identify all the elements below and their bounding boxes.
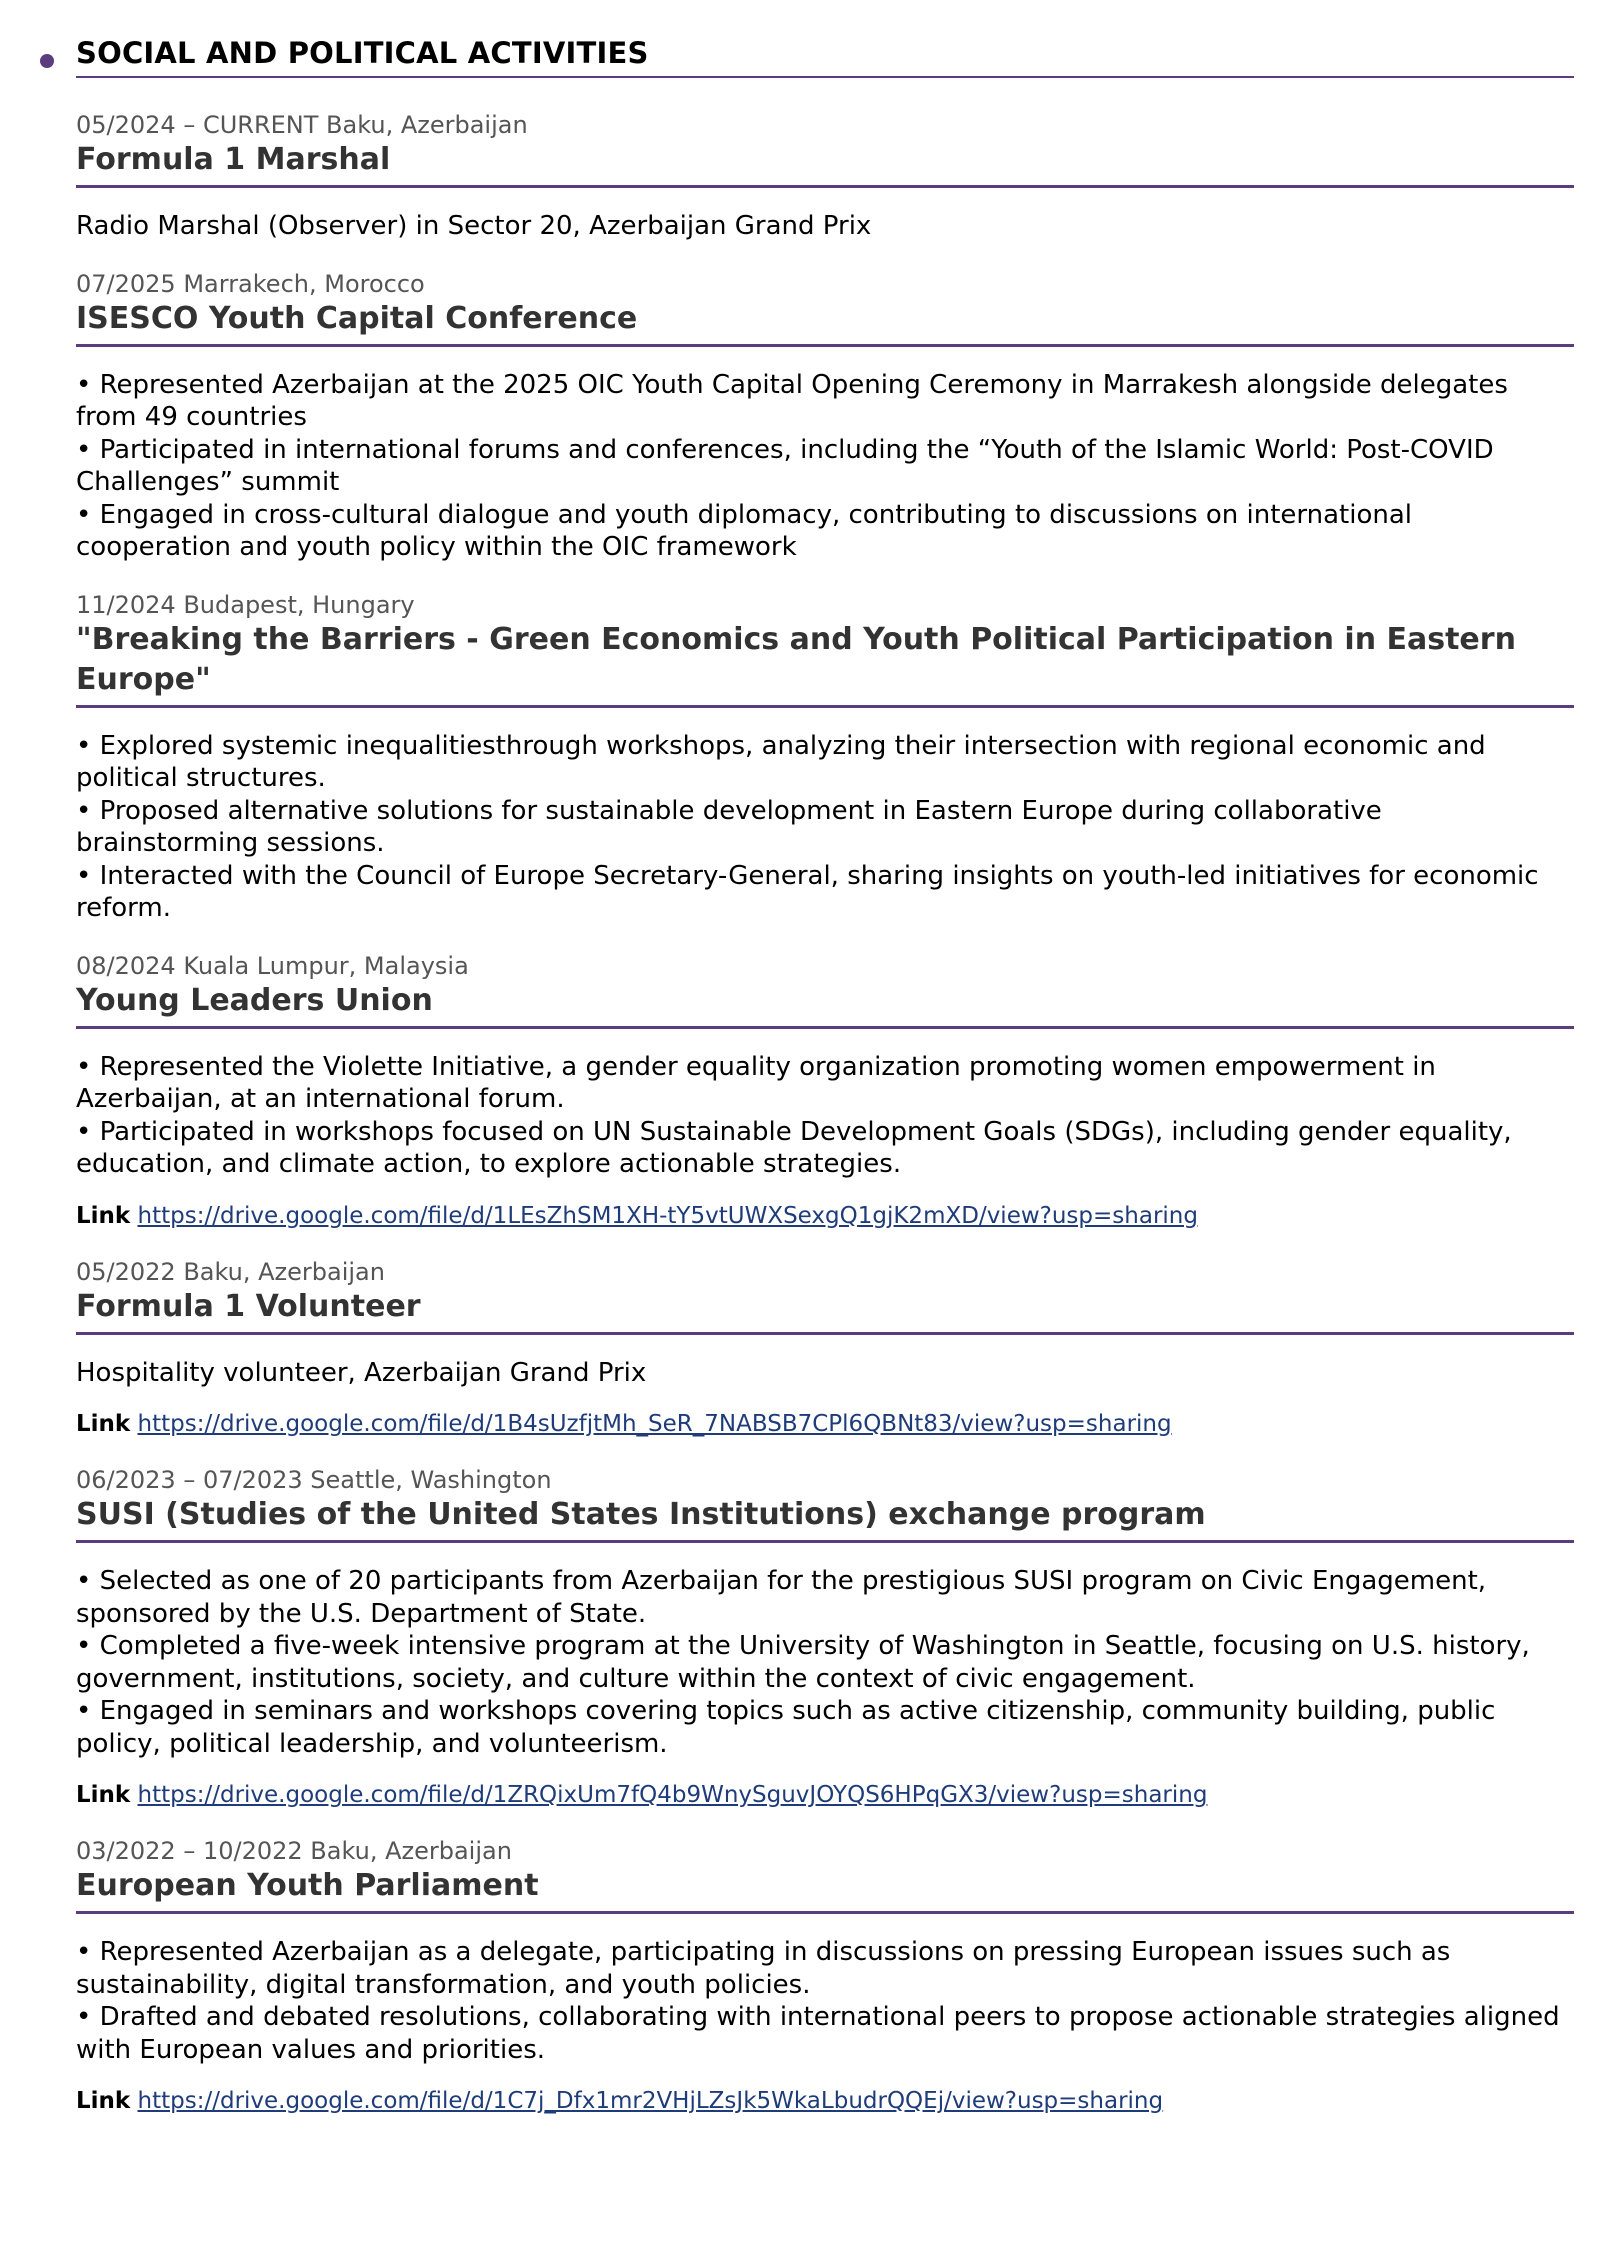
link-row (76, 1409, 1574, 1439)
description-line: • Interacted with the Council of Europe Secretary-General, sharing insights on youth-led initiatives for economic (76, 860, 1539, 891)
entry-date-location: 05/2022 Baku, Azerbaijan (76, 1257, 385, 1286)
description-line: • Explored systemic inequalitiesthrough workshops, analyzing their intersection with regional economic and (76, 730, 1486, 761)
entry-title: SUSI (Studies of the United States Institutions) exchange program (76, 1495, 1574, 1543)
description-line: cooperation and youth policy within the OIC framework (76, 532, 797, 562)
description-line: sustainability, digital transformation, and youth policies. (76, 1969, 811, 2000)
description-line: from 49 countries (76, 402, 307, 432)
entry-date-location: 11/2024 Budapest, Hungary (76, 590, 415, 619)
description-line: • Represented the Violette Initiative, a gender equality organization promoting women empowerment in (76, 1051, 1436, 1082)
link-label: Link (76, 1782, 131, 1808)
description-line: policy, political leadership, and volunteerism. (76, 1728, 668, 1759)
description-line: • Completed a five-week intensive program at the University of Washington in Seattle, focusing on U.S. history, (76, 1631, 1530, 1661)
entries-list (76, 110, 1574, 2116)
drive-link[interactable]: https://drive.google.com/file/d/1LEsZhSM1XH-tY5vtUWXSexgQ1gjK2mXD/view?usp=sharing (137, 1202, 1198, 1229)
entry-date-location: 03/2022 – 10/2022 Baku, Azerbaijan (76, 1837, 512, 1865)
activity-entry (76, 1257, 1574, 1440)
link-row (76, 2086, 1574, 2116)
entry-title: ISESCO Youth Capital Conference (76, 299, 1574, 347)
description-line: Azerbaijan, at an international forum. (76, 1084, 565, 1114)
description-line: Challenges” summit (76, 467, 340, 497)
activity-entry (76, 590, 1574, 925)
entry-date-location: 08/2024 Kuala Lumpur, Malaysia (76, 951, 469, 980)
drive-link[interactable]: https://drive.google.com/file/d/1ZRQixUm7fQ4b9WnySguvJOYQS6HPqGX3/view?usp=sharing (137, 1782, 1208, 1808)
description-line: • Engaged in cross-cultural dialogue and youth diplomacy, contributing to discussions on international (76, 499, 1413, 530)
description-line: Radio Marshal (Observer) in Sector 20, Azerbaijan Grand Prix (76, 211, 872, 241)
link-label: Link (76, 1411, 131, 1437)
description-line: • Participated in workshops focused on UN Sustainable Development Goals (SDGs), including gender equality, (76, 1116, 1512, 1147)
drive-link[interactable]: https://drive.google.com/file/d/1B4sUzfjtMh_SeR_7NABSB7CPl6QBNt83/view?usp=sharing (137, 1411, 1172, 1437)
activity-entry (76, 269, 1574, 564)
section-title: SOCIAL AND POLITICAL ACTIVITIES (76, 30, 1574, 78)
drive-link[interactable]: https://drive.google.com/file/d/1C7j_Dfx1mr2VHjLZsJk5WkaLbudrQQEj/view?usp=sharing (137, 2088, 1164, 2114)
description-line: • Selected as one of 20 participants from Azerbaijan for the prestigious SUSI program on Civic Engagement, (76, 1566, 1487, 1596)
description-line: • Represented Azerbaijan at the 2025 OIC Youth Capital Opening Ceremony in Marrakesh alongside delegates (76, 369, 1508, 400)
entry-description (76, 1936, 1574, 2066)
link-row (76, 1780, 1574, 1810)
entry-description (76, 730, 1574, 925)
entry-description (76, 1565, 1574, 1760)
description-line: • Proposed alternative solutions for sustainable development in Eastern Europe during collaborative (76, 795, 1382, 826)
entry-date-location: 07/2025 Marrakech, Morocco (76, 269, 425, 298)
description-line: • Drafted and debated resolutions, collaborating with international peers to propose actionable strategies aligned (76, 2002, 1560, 2032)
description-line: education, and climate action, to explore actionable strategies. (76, 1149, 902, 1179)
entry-title: European Youth Parliament (76, 1866, 1574, 1914)
description-line: reform. (76, 893, 171, 923)
entry-title: Young Leaders Union (76, 981, 1574, 1029)
description-line: sponsored by the U.S. Department of State. (76, 1598, 647, 1629)
description-line: with European values and priorities. (76, 2034, 546, 2065)
description-line: • Engaged in seminars and workshops covering topics such as active citizenship, community building, public (76, 1696, 1496, 1726)
entry-title: Formula 1 Volunteer (76, 1287, 1574, 1335)
entry-description (76, 210, 1574, 243)
entry-description (76, 1357, 1574, 1390)
description-line: Hospitality volunteer, Azerbaijan Grand Prix (76, 1357, 647, 1388)
link-label: Link (76, 2088, 131, 2114)
activity-entry (76, 1465, 1574, 1810)
entry-date-location: 06/2023 – 07/2023 Seattle, Washington (76, 1466, 552, 1494)
bullet-dot-icon (40, 54, 54, 68)
activity-entry (76, 951, 1574, 1231)
activity-entry (76, 110, 1574, 243)
activity-entry (76, 1836, 1574, 2116)
description-line: brainstorming sessions. (76, 828, 385, 858)
entry-date-location: 05/2024 – CURRENT Baku, Azerbaijan (76, 111, 528, 139)
description-line: political structures. (76, 763, 326, 793)
entry-title: Formula 1 Marshal (76, 140, 1574, 188)
description-line: • Represented Azerbaijan as a delegate, participating in discussions on pressing European issues such as (76, 1937, 1451, 1967)
description-line: government, institutions, society, and culture within the context of civic engagement. (76, 1663, 1196, 1694)
section-header (76, 30, 1574, 78)
link-label: Link (76, 1202, 131, 1229)
entry-description (76, 369, 1574, 564)
resume-page (76, 30, 1574, 2116)
description-line: • Participated in international forums and conferences, including the “Youth of the Islamic World: Post-COVID (76, 434, 1494, 465)
link-row (76, 1201, 1574, 1231)
entry-description (76, 1051, 1574, 1181)
entry-title: "Breaking the Barriers - Green Economics and Youth Political Participation in Eastern Europe" (76, 620, 1574, 708)
